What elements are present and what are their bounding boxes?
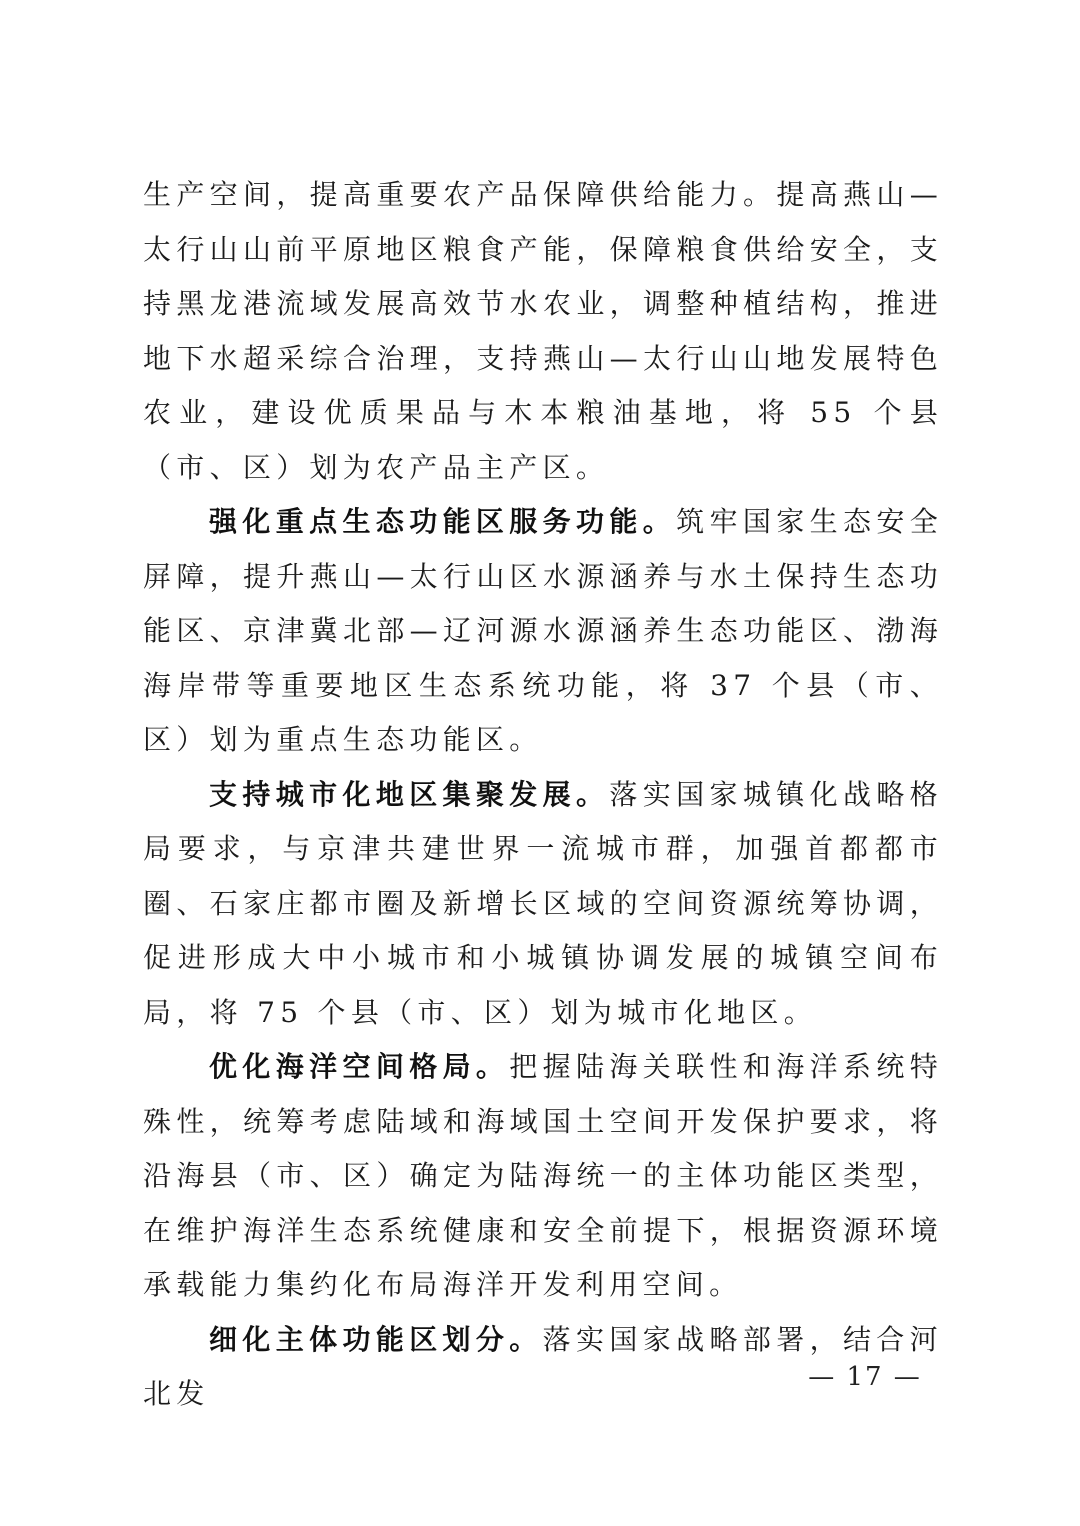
paragraph-4-text: 把握陆海关联性和海洋系统特殊性，统筹考虑陆域和海域国土空间开发保护要求，将沿海县（市、区）确定为陆海统一的主体功能区类型，在维护海洋生态系统健康和安全前提下，根据资源环境承载能力集约化布局海洋开发利用空间。 (143, 1050, 943, 1301)
paragraph-5-lead: 细化主体功能区划分。 (209, 1322, 543, 1356)
paragraph-4 (143, 1040, 943, 1313)
paragraph-3-text: 落实国家城镇化战略格局要求，与京津共建世界一流城市群，加强首都都市圈、石家庄都市圈及新增长区域的空间资源统筹协调，促进形成大中小城市和小城镇协调发展的城镇空间布局，将 75 个县（市、区）划为城市化地区。 (143, 777, 943, 1029)
paragraph-2-lead: 强化重点生态功能区服务功能。 (209, 505, 677, 538)
page-number: — 17 — (808, 1362, 922, 1392)
paragraph-4-lead: 优化海洋空间格局。 (209, 1050, 510, 1083)
paragraph-5-text: 落实国家战略部署，结合河北发 (143, 1322, 943, 1410)
paragraph-2-text: 筑牢国家生态安全屏障，提升燕山—太行山区水源涵养与水土保持生态功能区、京津冀北部—辽河源水源涵养生态功能区、渤海海岸带等重要地区生态系统功能，将 37 个县（市、区）划为重点生态功能区。 (143, 505, 944, 756)
paragraph-1-text: 生产空间，提高重要农产品保障供给能力。提高燕山—太行山山前平原地区粮食产能，保障粮食供给安全，支持黑龙港流域发展高效节水农业，调整种植结构，推进地下水超采综合治理，支持燕山—太行山山地发展特色农业，建设优质果品与木本粮油基地，将 55 个县（市、区）划为农产品主产区。 (143, 178, 943, 484)
paragraph-3-lead: 支持城市化地区集聚发展。 (209, 777, 610, 811)
paragraph-3 (143, 768, 943, 1041)
body-text (143, 168, 943, 1422)
paragraph-2 (143, 495, 943, 768)
paragraph-1 (143, 168, 943, 495)
